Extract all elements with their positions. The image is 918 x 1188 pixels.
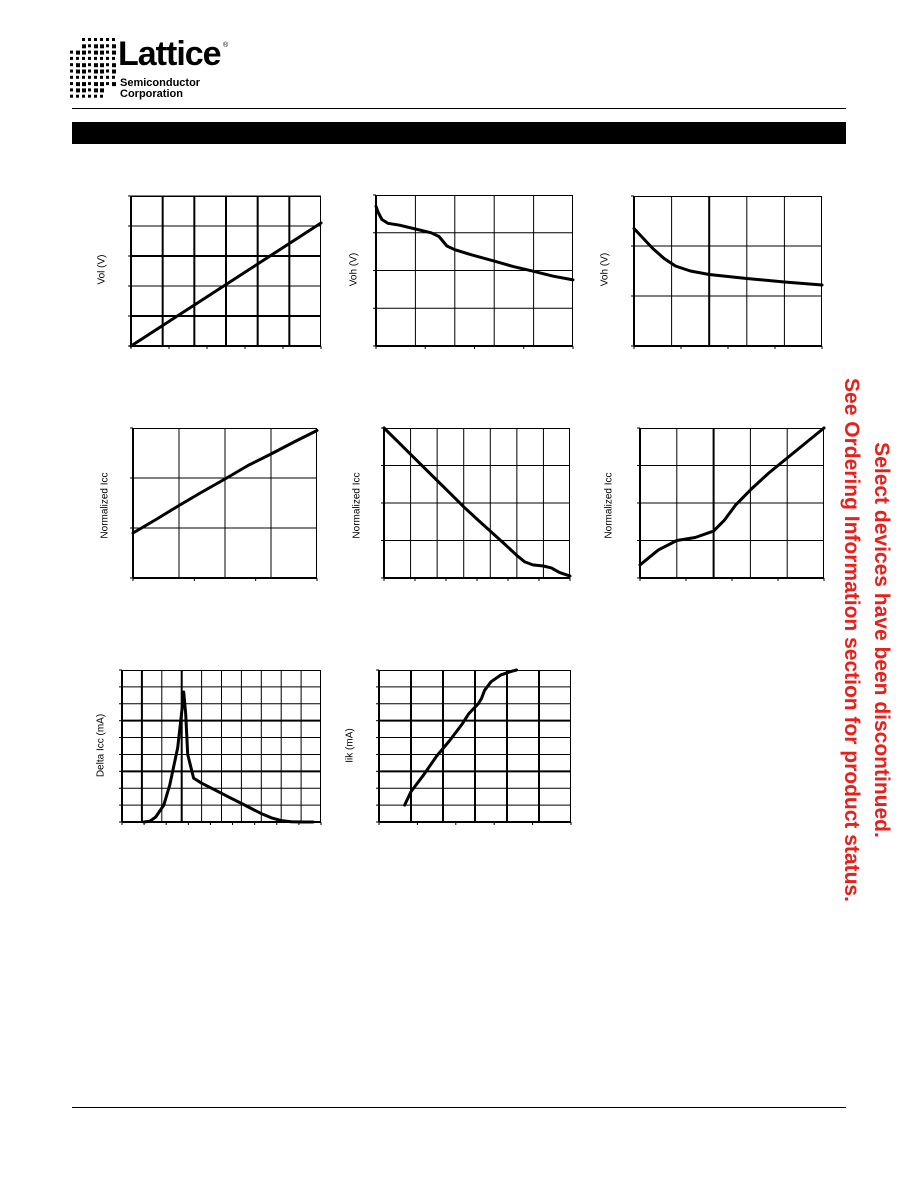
logo-dot xyxy=(88,76,91,79)
series-line xyxy=(384,428,570,576)
logo-wordmark: Lattice xyxy=(118,35,221,73)
chart-6-ylabel: Normalized Icc xyxy=(603,472,615,539)
header-rule xyxy=(72,108,846,109)
chart-2 xyxy=(376,195,573,346)
logo-dot xyxy=(70,51,73,54)
chart-4 xyxy=(133,428,317,578)
chart-1-ylabel: Vol (V) xyxy=(96,254,108,285)
chart-8-ylabel: Iik (mA) xyxy=(344,728,356,763)
logo-dot xyxy=(88,95,91,98)
logo-dot xyxy=(82,51,86,55)
logo-dot xyxy=(94,95,97,98)
logo-subtitle-corporation: Corporation xyxy=(120,88,183,100)
logo-dot xyxy=(82,88,86,92)
logo-dot xyxy=(106,76,109,79)
logo-dot xyxy=(112,70,116,74)
chart-4-ylabel: Normalized Icc xyxy=(99,472,111,539)
logo-dot xyxy=(82,70,86,74)
logo-dot xyxy=(100,95,103,98)
logo-dot xyxy=(106,63,109,66)
logo-dot xyxy=(94,51,98,55)
logo-dot xyxy=(88,51,91,54)
logo-dot xyxy=(112,44,116,48)
logo-dot xyxy=(88,88,91,91)
logo-dot xyxy=(112,82,116,86)
logo-dot xyxy=(106,38,109,41)
logo-dot xyxy=(106,57,109,60)
logo-dot xyxy=(112,38,115,41)
chart-7 xyxy=(122,670,321,822)
logo-dot xyxy=(88,57,91,60)
logo-dot xyxy=(100,88,104,92)
logo-dot xyxy=(106,82,109,85)
logo-dot xyxy=(100,82,104,86)
logo-dot xyxy=(100,76,103,79)
logo-dot-grid-icon xyxy=(70,38,118,102)
logo-dot xyxy=(76,82,80,86)
plot-frame xyxy=(635,197,822,346)
logo-dot xyxy=(70,95,73,98)
logo-dot xyxy=(94,44,98,48)
logo-dot xyxy=(70,76,73,79)
logo-dot xyxy=(94,76,97,79)
logo-dot xyxy=(76,88,80,92)
logo-dot xyxy=(76,76,79,79)
logo-dot xyxy=(82,38,85,41)
logo-dot xyxy=(70,82,73,85)
logo-dot xyxy=(76,51,80,55)
logo-dot xyxy=(94,70,98,74)
logo-dot xyxy=(94,63,98,67)
chart-3-ylabel: Voh (V) xyxy=(599,252,611,287)
logo-dot xyxy=(82,63,86,67)
logo-dot xyxy=(100,51,104,55)
logo-dot xyxy=(70,88,73,91)
logo-dot xyxy=(76,70,80,74)
logo-dot xyxy=(112,51,116,55)
logo-dot xyxy=(82,95,85,98)
logo-dot xyxy=(70,70,73,73)
logo-dot xyxy=(88,44,91,47)
logo-dot xyxy=(88,82,91,85)
lattice-logo xyxy=(70,35,240,104)
logo-subtitle-semiconductor: Semiconductor xyxy=(120,77,201,89)
series-line xyxy=(376,206,573,280)
chart-3 xyxy=(634,196,822,346)
logo-dot xyxy=(100,38,103,41)
logo-dot xyxy=(88,38,91,41)
logo-dot xyxy=(100,63,104,67)
chart-1 xyxy=(131,196,321,346)
logo-dot xyxy=(94,38,97,41)
chart-7-ylabel: Delta Icc (mA) xyxy=(95,713,107,778)
chart-2-ylabel: Voh (V) xyxy=(348,252,360,287)
logo-dot xyxy=(82,82,86,86)
logo-dot xyxy=(70,63,73,66)
logo-dot xyxy=(76,95,79,98)
logo-dot xyxy=(82,44,86,48)
logo-dot xyxy=(100,57,103,60)
chart-6 xyxy=(640,428,824,578)
notice-line-1: Select devices have been discontinued. xyxy=(870,442,893,838)
logo-dot xyxy=(112,63,116,67)
chart-5-ylabel: Normalized Icc xyxy=(351,472,363,539)
chart-5 xyxy=(384,428,570,578)
logo-dot xyxy=(82,57,85,60)
series-line xyxy=(640,428,824,565)
logo-dot xyxy=(76,57,79,60)
logo-dot xyxy=(112,76,115,79)
logo-dot xyxy=(94,57,97,60)
series-line xyxy=(634,229,822,286)
section-title-bar xyxy=(72,122,846,144)
logo-dot xyxy=(88,63,91,66)
notice-line-2: See Ordering Information section for product status. xyxy=(840,378,863,902)
logo-dot xyxy=(106,70,109,73)
logo-dot xyxy=(94,88,98,92)
logo-dot xyxy=(112,57,115,60)
logo-dot xyxy=(76,63,80,67)
footer-rule xyxy=(72,1107,846,1108)
logo-dot xyxy=(82,76,85,79)
logo-dot xyxy=(94,82,98,86)
chart-8 xyxy=(379,670,571,822)
logo-dot xyxy=(106,44,109,47)
logo-dot xyxy=(70,57,73,60)
logo-dot xyxy=(100,70,104,74)
logo-registered-mark: ® xyxy=(223,42,229,49)
series-line xyxy=(144,692,313,822)
logo-dot xyxy=(88,70,91,73)
logo-dot xyxy=(100,44,104,48)
logo-dot xyxy=(106,51,109,54)
